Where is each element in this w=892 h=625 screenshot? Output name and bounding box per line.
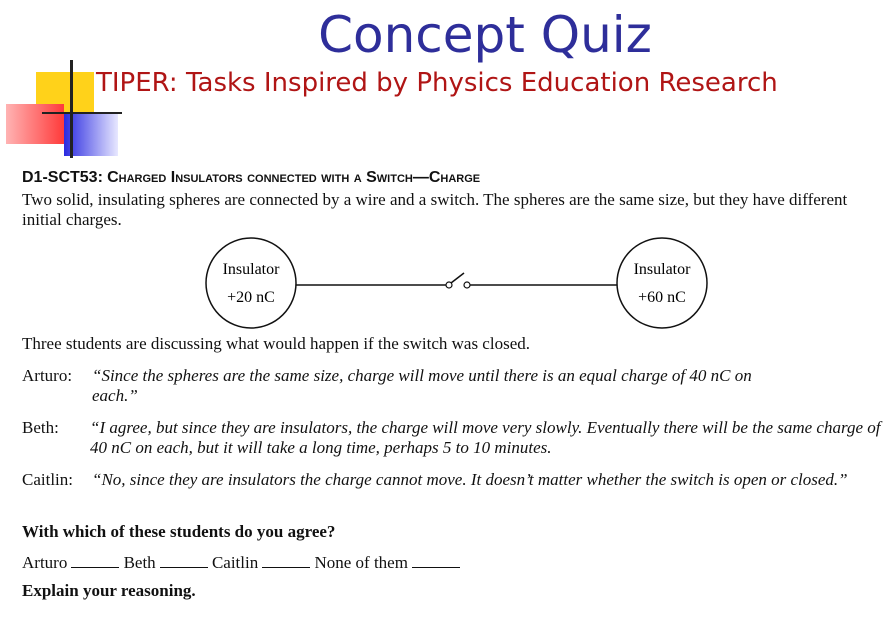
student-statement-arturo bbox=[22, 366, 882, 408]
student-name: Beth: bbox=[22, 418, 59, 437]
slide-subtitle: TIPER: Tasks Inspired by Physics Education Research bbox=[96, 68, 778, 98]
choice-none-label: None of them bbox=[314, 553, 408, 572]
choice-arturo-label: Arturo bbox=[22, 553, 68, 572]
student-statement-caitlin bbox=[22, 470, 882, 512]
right-sphere-label: Insulator bbox=[633, 261, 691, 278]
left-sphere bbox=[206, 238, 296, 328]
choice-caitlin-label: Caitlin bbox=[211, 553, 259, 572]
slide-title: Concept Quiz bbox=[318, 6, 652, 64]
question-text: With which of these students do you agree? bbox=[22, 522, 336, 541]
student-quote: “No, since they are insulators the charge cannot move. It doesn’t matter whether the switch is open or closed.” bbox=[92, 470, 848, 489]
student-name: Caitlin: bbox=[22, 470, 73, 489]
choice-beth-blank[interactable] bbox=[160, 555, 208, 568]
answer-choices bbox=[22, 553, 460, 573]
left-sphere-charge: +20 nC bbox=[227, 289, 275, 306]
right-sphere bbox=[617, 238, 707, 328]
choice-beth-label: Beth bbox=[123, 553, 156, 572]
student-statement-beth bbox=[22, 418, 882, 460]
discussion-intro: Three students are discussing what would happen if the switch was closed. bbox=[22, 334, 530, 353]
student-quote: “I agree, but since they are insulators, the charge will move very slowly. Eventually there will be the same charge of 40 nC on each, but it will take a long time, perhaps 5 to 10 minutes. bbox=[90, 418, 881, 457]
problem-title: Charged Insulators connected with a Switch—Charge bbox=[107, 169, 481, 186]
switch-contact-right bbox=[464, 282, 470, 288]
problem-intro: Two solid, insulating spheres are connected by a wire and a switch. The spheres are the same size, but they have different initial charges. bbox=[22, 190, 848, 229]
right-sphere-charge: +60 nC bbox=[638, 289, 686, 306]
explain-prompt: Explain your reasoning. bbox=[22, 581, 196, 600]
switch-blade bbox=[451, 273, 464, 283]
choice-none-blank[interactable] bbox=[412, 555, 460, 568]
problem-code: D1-SCT53: bbox=[22, 169, 103, 186]
choice-arturo-blank[interactable] bbox=[71, 555, 119, 568]
choice-caitlin-blank[interactable] bbox=[262, 555, 310, 568]
left-sphere-label: Insulator bbox=[222, 261, 280, 278]
student-name: Arturo: bbox=[22, 366, 73, 385]
student-quote: “Since the spheres are the same size, charge will move until there is an equal charge of 40 nC on each.” bbox=[92, 366, 752, 405]
